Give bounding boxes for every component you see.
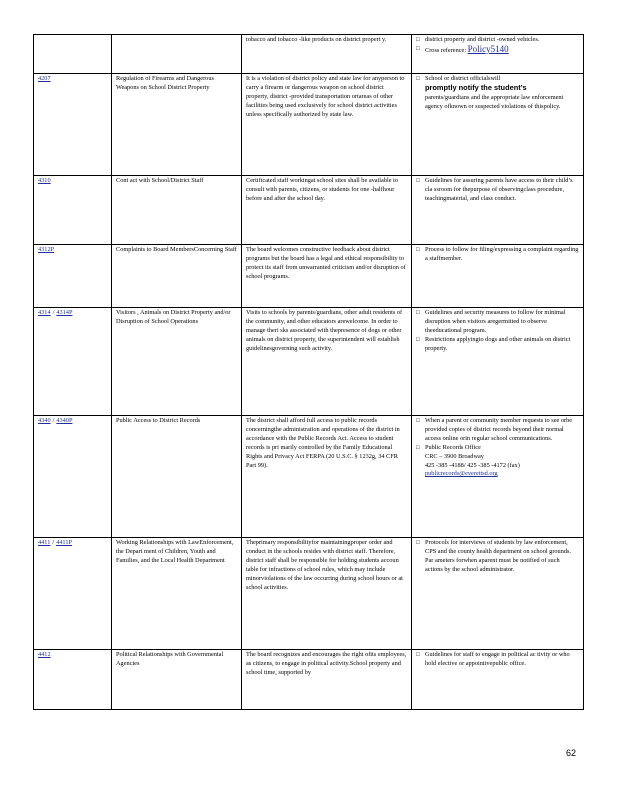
note-text: Cross reference:	[425, 46, 467, 54]
policy-notes-cell	[412, 245, 584, 308]
note-emphasis: promptly notify the student’s	[425, 82, 527, 92]
policy-notes-cell	[412, 416, 584, 538]
address-line: 425 -385 -4188/ 425 -385 -4172 (fax)	[425, 461, 520, 469]
note-text: Process to follow for filing/expressing a complaint regarding a staffmember.	[425, 246, 579, 262]
policy-number-cell	[34, 74, 112, 176]
policy-number-link[interactable]: 4340P	[56, 417, 73, 424]
policy-number-cell	[34, 35, 112, 74]
policy-description: The board recognizes and encourages the right ofits employees, as citizens, to engage in political activity.School property and school time, supported by	[246, 651, 407, 676]
policy-title-cell	[112, 176, 242, 245]
table-row	[34, 74, 584, 176]
notes-list	[416, 651, 579, 669]
notes-list	[416, 539, 579, 575]
policy-notes-cell	[412, 538, 584, 650]
policy-description-cell	[242, 35, 412, 74]
policy-title: Cont act with School/District Staff	[116, 177, 204, 184]
note-text: Guidelines and security measures to follow for minimal disruption when visitors aregermitted to observe theeducational program.	[425, 309, 566, 334]
note-item	[416, 309, 579, 336]
notes-list	[416, 177, 579, 204]
policy-number-link[interactable]: 4411P	[56, 539, 72, 546]
policy-number-link[interactable]: 4310	[38, 177, 51, 184]
policy-number-cell	[34, 538, 112, 650]
policy-notes-cell	[412, 176, 584, 245]
separator: /	[52, 417, 55, 424]
policy-number-link[interactable]: 4312P	[38, 246, 55, 253]
table-row	[34, 245, 584, 308]
note-text: When a parent or community member requests to see orbe provided copies of district records beyond their normal access online orin regular school communications.	[425, 417, 573, 442]
notes-list	[416, 309, 579, 354]
policy-number-link[interactable]: 4340	[38, 417, 51, 424]
note-item	[416, 246, 579, 264]
policy-description: tobacco and tobacco -like products on district propert y.	[246, 36, 387, 43]
policy-number-cell	[34, 245, 112, 308]
policy-description-cell	[242, 650, 412, 710]
table-row	[34, 35, 584, 74]
policy-number-link[interactable]: 4411	[38, 539, 51, 546]
table-row	[34, 308, 584, 416]
note-item	[416, 177, 579, 204]
policy-number-cell	[34, 650, 112, 710]
table-row	[34, 538, 584, 650]
policy-title-cell	[112, 416, 242, 538]
policy-title-cell	[112, 650, 242, 710]
policy-number-link[interactable]: 4314	[38, 309, 51, 316]
note-item	[416, 45, 579, 56]
policy-table	[33, 34, 584, 710]
policy-number-link[interactable]: 4412	[38, 651, 51, 658]
table-row	[34, 650, 584, 710]
note-text: Restrictions applyingto dogs and other animals on district property.	[425, 335, 571, 352]
note-item	[416, 417, 579, 444]
policy-title: Regulation of Firearms and Dangerous Weapons on School District Property	[116, 75, 214, 91]
notes-list	[416, 417, 579, 479]
notes-list	[416, 75, 579, 112]
note-item	[416, 539, 579, 575]
policy-number-cell	[34, 176, 112, 245]
policy-number-cell	[34, 308, 112, 416]
table-row	[34, 416, 584, 538]
policy-notes-cell	[412, 35, 584, 74]
note-text-continued: parents/guardians and the appropriate law enforcement agency ofknown or suspected violations of thispolicy.	[425, 93, 564, 110]
policy-description-cell	[242, 308, 412, 416]
separator: /	[52, 309, 55, 316]
email-link[interactable]: publicrecords@everettsd.org	[425, 470, 498, 478]
policy-description-cell	[242, 74, 412, 176]
policy-description: The board welcomes constructive feedback about district programs but the board has a legal and ethical responsibility to protect its staff from unwarranted criticism and/or disruption of school programs.	[246, 246, 406, 280]
policy-notes-cell	[412, 650, 584, 710]
policy-title: Working Relationships with LawEnforcement, the Depart ment of Children, Youth and Families, and the Local Health Department	[116, 539, 234, 564]
policy-description: It is a violation of district policy and state law for anyperson to carry a firearm or dangerous weapon on school district property, district -provided transportation ortareas of other facilities being used exclusively for school district activities unless specifically authorized by state law.	[246, 75, 405, 118]
note-text: Guidelines for assuring parents have access to their child’s cla ssroom for thepurpose of observingclass procedure, teachingmaterial, and class conduct.	[425, 177, 573, 202]
policy-number-link[interactable]: 4207	[38, 75, 51, 82]
page-number: 62	[566, 748, 577, 758]
policy-title: Complaints to Board MembersConcerning Staff	[116, 246, 237, 253]
policy-title-cell	[112, 35, 242, 74]
policy-description-cell	[242, 538, 412, 650]
note-text: Guidelines for staff to engage in political ac tivity or who hold elective or appointivepublic office.	[425, 651, 570, 667]
note-text: Public Records Office	[425, 443, 481, 451]
note-item	[416, 336, 579, 354]
policy-description: The district shall afford full access to public records concerningthe administration and operations of the district in accordance with the Public Records Act. Access to student records is pri marily controlled by the Family Educational Rights and Privacy Act FERPA (20 U.S.C. § 1232g, 34 CFR Part 99).	[246, 417, 400, 469]
policy-title: Public Access to District Records	[116, 417, 201, 424]
policy-description: Theprimary responsibilityfor maintainingproper order and conduct in the schools resides with district staff. Therefore, district staff shall be responsible for holding students accoun table for infractions of school rules, which may include minorviolations of the law occurring during school hours or at school activities.	[246, 539, 403, 591]
policy-title-cell	[112, 308, 242, 416]
cross-reference-link[interactable]: Policy5140	[467, 43, 509, 54]
policy-title-cell	[112, 245, 242, 308]
note-item	[416, 444, 579, 480]
policy-description-cell	[242, 176, 412, 245]
policy-title: Visitors , Animals on District Property and/or Disruption of School Operations	[116, 309, 231, 325]
note-text: district property and district -owned vehicles.	[425, 36, 540, 43]
note-item	[416, 651, 579, 669]
table-row	[34, 176, 584, 245]
policy-title-cell	[112, 74, 242, 176]
policy-description: Certificated staff workingat school sites shall be available to consult with parents, citizens, or students for one -halfhour before and after the school day.	[246, 177, 399, 202]
policy-notes-cell	[412, 308, 584, 416]
policy-description: Visits to schools by parents/guardians, other adult residents of the community, and other educators arewelcome. In order to manage theri sks associated with thepresence of dogs or other animals on district property, the superintendent will establish guidelinesgoverning such activity.	[246, 309, 403, 352]
policy-number-link[interactable]: 4314P	[56, 309, 73, 316]
notes-list	[416, 36, 579, 56]
notes-list	[416, 246, 579, 264]
address-line: CRC – 3900 Broadway	[425, 452, 484, 460]
policy-notes-cell	[412, 74, 584, 176]
policy-title: Political Relationships with Governmental Agencies	[116, 651, 224, 667]
policy-title-cell	[112, 538, 242, 650]
note-text: Protocols for interviews of students by law enforcement, CPS and the county health department on school grounds. Par ameters forwhen aparent must be notified of such actions by the school administrator.	[425, 539, 572, 573]
policy-description-cell	[242, 245, 412, 308]
separator: /	[52, 539, 55, 546]
policy-description-cell	[242, 416, 412, 538]
policy-number-cell	[34, 416, 112, 538]
note-text: School or district officialswill	[425, 75, 501, 82]
note-item	[416, 75, 579, 112]
